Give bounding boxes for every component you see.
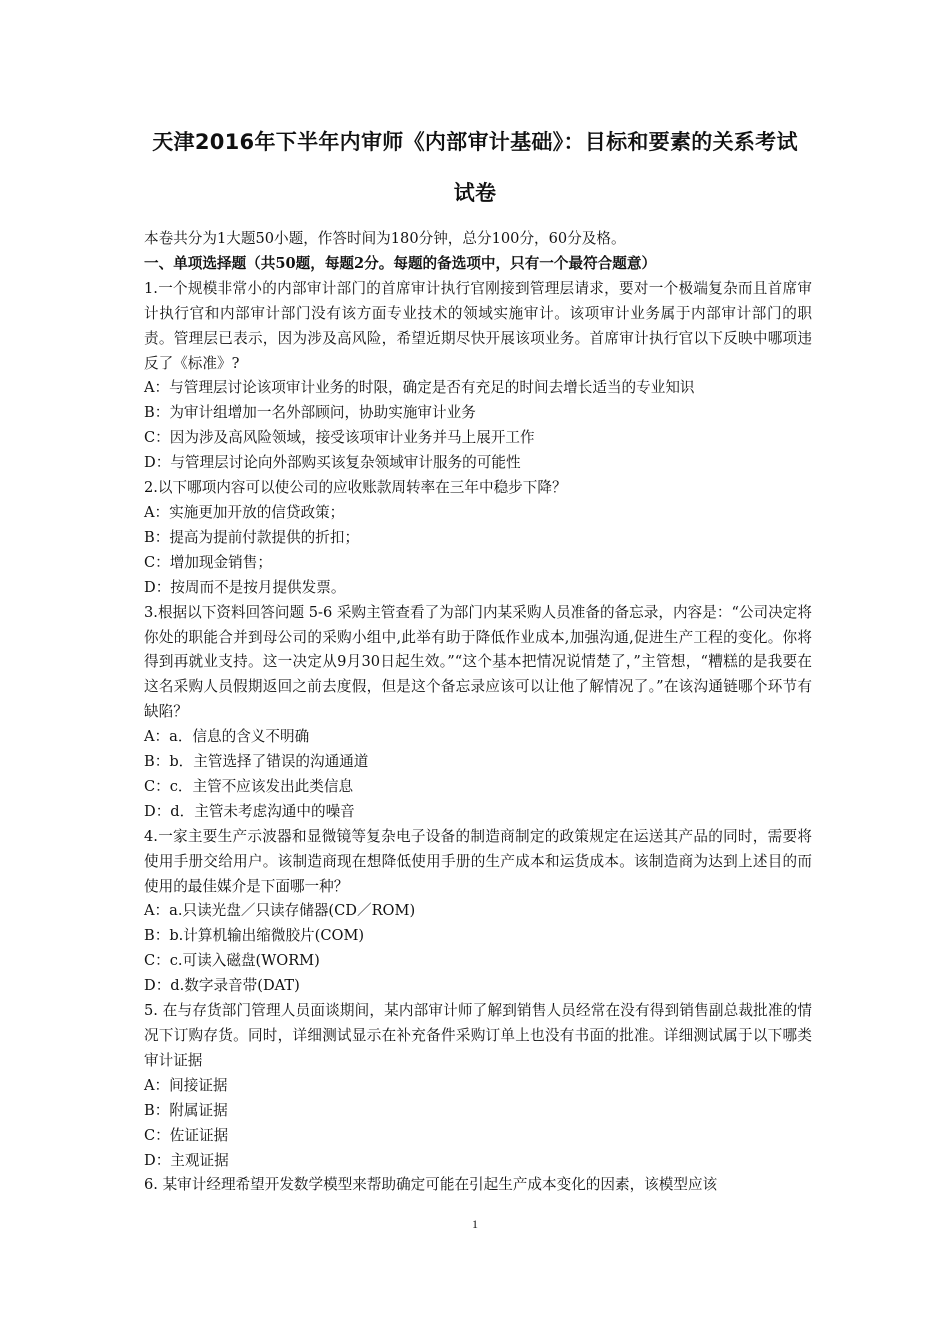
question-5 [144,999,812,1173]
answer-option: C：c.可读入磁盘(WORM) [144,952,320,970]
answer-option: C：佐证证据 [144,1126,229,1144]
question-stem: 1.一个规模非常小的内部审计部门的首席审计执行官刚接到管理层请求，要对一个极端复杂而且首席审计执行官和内部审计部门没有该方面专业技术的领域实施审计。该项审计业务属于内部审计部门的职责。管理层已表示，因为涉及高风险，希望近期尽快开展该项业务。首席审计执行官以下反映中哪项违反了《标准》? [144,279,812,372]
answer-option: D：主观证据 [144,1151,229,1169]
answer-option: D：d.数字录音带(DAT) [144,977,300,995]
answer-option: D：d．主管未考虑沟通中的噪音 [144,802,355,820]
question-6 [144,1173,812,1198]
question-4 [144,825,812,999]
question-1 [144,277,812,476]
question-stem: 4.一家主要生产示波器和显微镜等复杂电子设备的制造商制定的政策规定在运送其产品的同时，需要将使用手册交给用户。该制造商现在想降低使用手册的生产成本和运货成本。该制造商为达到上述目的而使用的最佳媒介是下面哪一种？ [144,827,812,895]
page-number: 1 [472,1217,478,1231]
answer-option: B：为审计组增加一名外部顾问，协助实施审计业务 [144,404,476,422]
question-stem: 6. 某审计经理希望开发数学模型来帮助确定可能在引起生产成本变化的因素，该模型应该 [144,1176,718,1194]
question-stem: 2.以下哪项内容可以使公司的应收账款周转率在三年中稳步下降？ [144,479,567,497]
answer-option: A：a.只读光盘／只读存储器(CD／ROM) [144,902,416,920]
answer-option: C：c．主管不应该发出此类信息 [144,777,354,795]
document-title-line-1: 天津2016年下半年内审师《内部审计基础》：目标和要素的关系考试 [152,130,798,154]
answer-option: B：b．主管选择了错误的沟通通道 [144,753,369,771]
answer-option: B：提高为提前付款提供的折扣； [144,528,360,546]
answer-option: A：与管理层讨论该项审计业务的时限，确定是否有充足的时间去增长适当的专业知识 [144,379,695,397]
question-stem: 3.根据以下资料回答问题 5-6 采购主管查看了为部门内某采购人员准备的备忘录，内容是：“公司决定将你处的职能合并到母公司的采购小组中,此举有助于降低作业成本,加强沟通,促进生产工程的变化。你将得到再就业支持。这一决定从9月30日起生效。”“这个基本把情况说情楚了，”主管想，“糟糕的是我要在这名采购人员假期返回之前去度假，但是这个备忘录应该可以让他了解情况了。”在该沟通链哪个环节有缺陷？ [144,603,812,721]
answer-option: A：间接证据 [144,1076,228,1094]
exam-intro: 本卷共分为1大题50小题，作答时间为180分钟，总分100分，60分及格。 [144,230,626,247]
question-stem: 5. 在与存货部门管理人员面谈期间，某内部审计师了解到销售人员经常在没有得到销售副总裁批准的情况下订购存货。同时，详细测试显示在补充备件采购订单上也没有书面的批准。详细测试属于以下哪类审计证据 [144,1002,812,1069]
answer-option: A：a．信息的含义不明确 [144,728,310,746]
answer-option: B：附属证据 [144,1101,228,1119]
document-title-line-2: 试卷 [453,181,497,205]
answer-option: C：增加现金销售； [144,553,272,571]
answer-option: B：b.计算机输出缩微胶片(COM) [144,927,365,945]
answer-option: C：因为涉及高风险领域，接受该项审计业务并马上展开工作 [144,429,535,447]
answer-option: D：与管理层讨论向外部购买该复杂领域审计服务的可能性 [144,454,521,472]
question-2 [144,476,812,601]
question-3 [144,601,812,825]
document-body [144,227,812,1198]
section-heading: 一、单项选择题（共50题，每题2分。每题的备选项中，只有一个最符合题意） [144,254,657,272]
answer-option: A：实施更加开放的信贷政策； [144,503,345,521]
answer-option: D：按周而不是按月提供发票。 [144,578,346,596]
